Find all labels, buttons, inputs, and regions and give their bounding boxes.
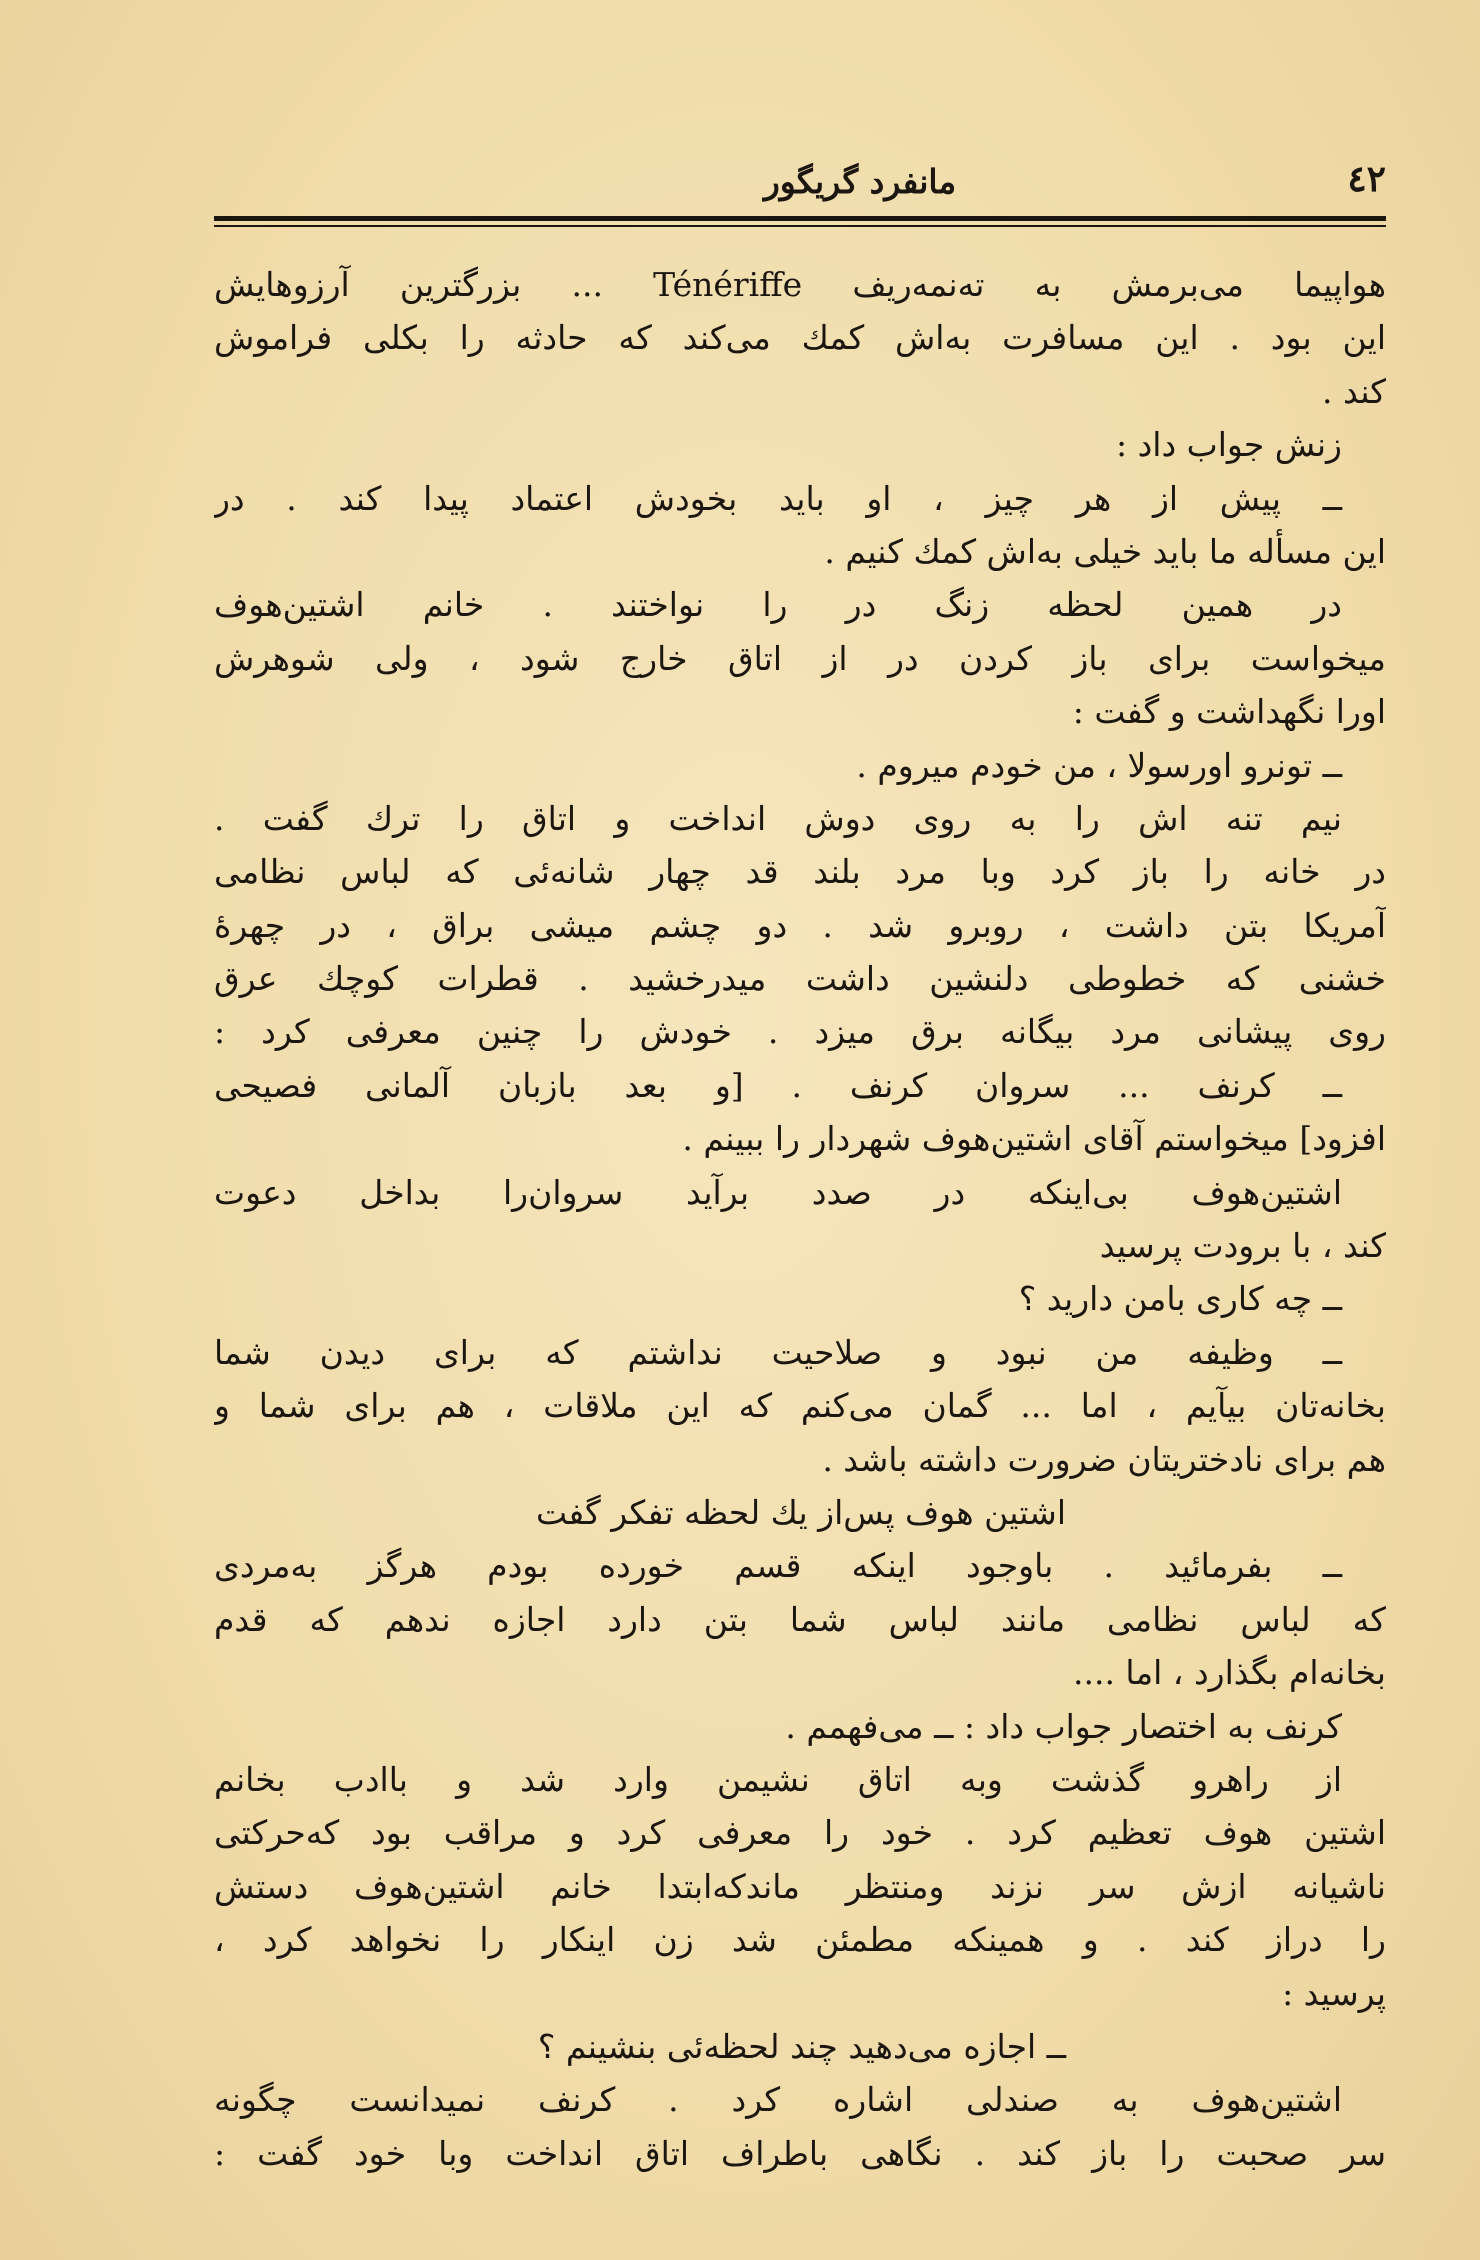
text-line: اشتین‌هوف بی‌اینکه در صدد برآید سروان‌را بداخل دعوت (214, 1172, 1342, 1212)
header-rule-thick (214, 216, 1386, 221)
text-line: ــ پیش از هر چیز ، او باید بخودش اعتماد پیدا کند . در (214, 478, 1342, 518)
text-line: هواپیما می‌برمش به تەنمەریف Ténériffe ... بزرگترین آرزوهایش (214, 265, 1386, 304)
running-title: مانفرد گریگور (763, 162, 957, 201)
text-line: ناشیانه ازش سر نزند ومنتظر ماندکه‌ابتدا خانم اشتین‌هوف دستش (214, 1866, 1386, 1906)
text-line: هم برای نادختریتان ضرورت داشته باشد . (822, 1439, 1386, 1479)
text-line: اورا نگهداشت و گفت : (1072, 692, 1386, 732)
text-line: میخواست برای باز کردن در از اتاق خارج شود ، ولی شوهرش (214, 638, 1386, 678)
text-line: نیم تنه اش را به روی دوش انداخت و اتاق را ترك گفت . (214, 798, 1342, 838)
text-line: افزود] میخواستم آقای اشتین‌هوف شهردار را ببینم . (682, 1119, 1386, 1159)
text-line: خشنی که خطوطی دلنشین داشت میدرخشید . قطرات کوچك عرق (214, 959, 1386, 999)
text-line: کند . (1322, 371, 1386, 411)
header-rule-thin (214, 225, 1386, 227)
text-line: اشتین‌هوف به صندلی اشاره کرد . کرنف نمیدانست چگونه (214, 2080, 1342, 2120)
text-line: بخانه‌ام بگذارد ، اما .... (1072, 1653, 1386, 1693)
text-line: در همین لحظه زنگ در را نواختند . خانم اشتین‌هوف (214, 585, 1342, 625)
text-line: آمریکا بتن داشت ، روبرو شد . دو چشم میشی براق ، در چهرهٔ (214, 905, 1386, 945)
text-line: پرسید : (1282, 1973, 1386, 2013)
text-line: اشتین هوف پس‌از یك لحظه تفکر گفت (535, 1492, 1066, 1532)
text-line: کرنف به اختصار جواب داد : ــ می‌فهمم . (785, 1706, 1342, 1746)
text-line: این بود . این مسافرت به‌اش کمك می‌کند که حادثه را بکلی فراموش (214, 318, 1386, 358)
text-line: ــ بفرمائید . باوجود اینکه قسم خورده بودم هرگز به‌مردی (214, 1546, 1342, 1586)
text-line: بخانه‌تان بیآیم ، اما ... گمان می‌کنم که این ملاقات ، هم برای شما و (214, 1386, 1386, 1426)
text-line: زنش جواب داد : (1115, 425, 1342, 465)
page-number: ٤٢ (1347, 158, 1386, 200)
text-line: این مسأله ما باید خیلی به‌اش کمك کنیم . (824, 531, 1386, 571)
text-line: ــ تونرو اورسولا ، من خودم میروم . (856, 745, 1342, 785)
text-line: اشتین هوف تعظیم کرد . خود را معرفی کرد و مراقب بود که‌حرکتی (214, 1813, 1386, 1853)
text-line: در خانه را باز کرد وبا مرد بلند قد چهار شانه‌ئی که لباس نظامی (214, 852, 1386, 892)
text-line: ــ وظیفه من نبود و صلاحیت نداشتم که برای دیدن شما (214, 1332, 1342, 1372)
text-line: از راهرو گذشت وبه اتاق نشیمن وارد شد و باادب بخانم (214, 1759, 1342, 1799)
text-line: ــ کرنف ... سروان کرنف . [و بعد بازبان آلمانی فصیحی (214, 1065, 1342, 1105)
text-line: ــ اجازه می‌دهید چند لحظه‌ئی بنشینم ؟ (537, 2026, 1066, 2066)
body-text (214, 258, 1386, 2180)
page-header (214, 158, 1386, 208)
text-line: سر صحبت را باز کند . نگاهی باطراف اتاق انداخت وبا خود گفت : (214, 2133, 1386, 2173)
text-line: که لباس نظامی مانند لباس شما بتن دارد اجازه ندهم که قدم (214, 1599, 1386, 1639)
text-line: را دراز کند . و همینکه مطمئن شد زن اینکار را نخواهد کرد ، (214, 1920, 1386, 1960)
text-line: کند ، با برودت پرسید (1099, 1226, 1386, 1266)
text-line: ــ چه کاری بامن دارید ؟ (1018, 1279, 1342, 1319)
text-line: روی پیشانی مرد بیگانه برق میزد . خودش را چنین معرفی کرد : (214, 1012, 1386, 1052)
